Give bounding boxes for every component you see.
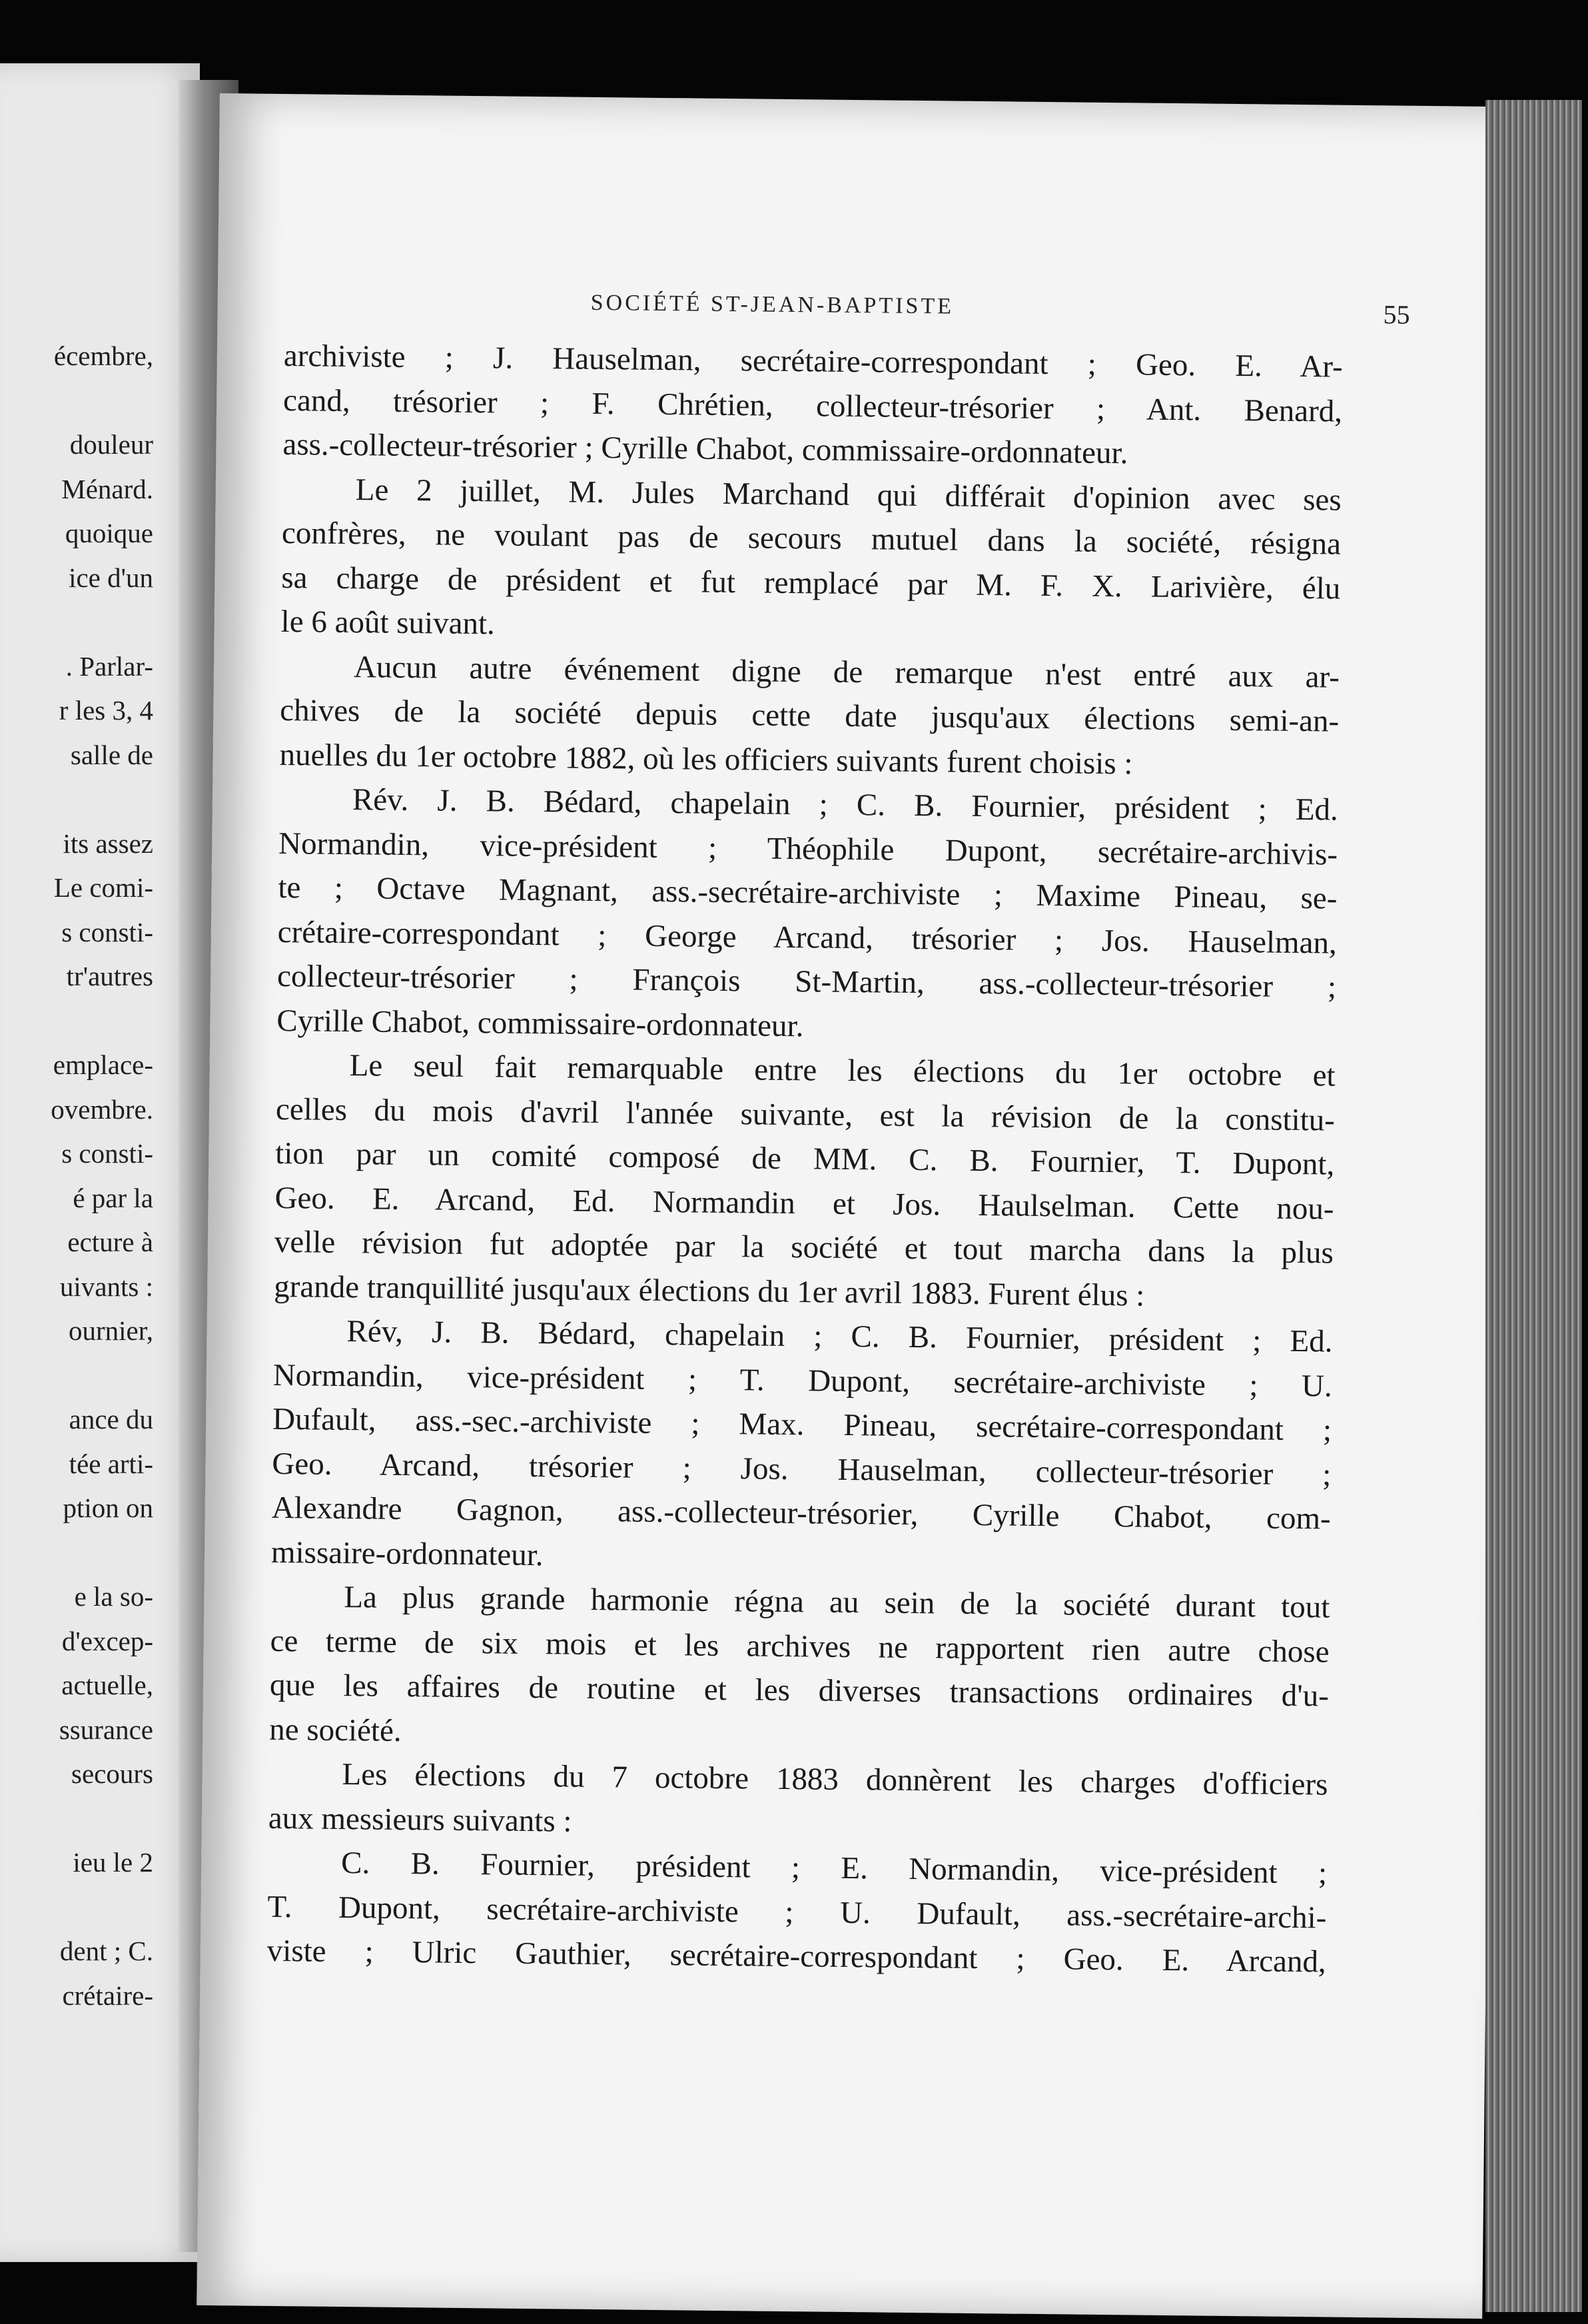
text-line: tion par un comité composé de MM. C. B. Fournier, T. Dupont, [275,1135,1335,1182]
text-line: missaire-ordonnateur. [270,1534,544,1572]
left-page-line: e la so- [74,1581,153,1612]
left-page-line: r les 3, 4 [59,695,153,726]
text-line: le 6 août suivant. [280,604,496,642]
page-body [266,334,1343,1984]
text-line: Cyrille Chabot, commissaire-ordonnateur. [276,1003,804,1043]
text-line: Rév, J. B. Bédard, chapelain ; C. B. Fournier, président ; Ed. [346,1314,1333,1359]
left-page-line: its assez [63,828,153,859]
text-line: Normandin, vice-président ; Théophile Dupont, secrétaire-archivis- [278,826,1338,872]
text-line: crétaire-correspondant ; George Arcand, trésorier ; Jos. Hauselman, [277,914,1338,961]
left-page-line: actuelle, [61,1670,153,1700]
text-line: viste ; Ulric Gauthier, secrétaire-correspondant ; Geo. E. Arcand, [266,1933,1326,1980]
text-line: celles du mois d'avril l'année suivante, est la révision de la constitu- [275,1091,1336,1138]
left-page-line: ssurance [59,1714,153,1745]
text-line: Les élections du 7 octobre 1883 donnèrent les charges d'officiers [342,1757,1328,1802]
text-line: collecteur-trésorier ; François St-Martin, ass.-collecteur-trésorier ; [276,958,1337,1005]
left-page-line: ournier, [68,1315,153,1346]
left-page [0,63,200,2262]
left-page-line: ieu le 2 [73,1847,153,1878]
left-page-line: ance du [69,1404,153,1435]
text-line: aux messieurs suivants : [268,1800,572,1839]
text-line: Dufault, ass.-sec.-archiviste ; Max. Pineau, secrétaire-correspondant ; [272,1401,1332,1448]
left-page-line: secours [71,1758,153,1789]
text-line: que les affaires de routine et les diverses transactions ordinaires d'u- [269,1667,1330,1714]
text-line: Normandin, vice-président ; T. Dupont, secrétaire-archiviste ; U. [272,1357,1333,1404]
left-page-line: tr'autres [66,961,153,991]
left-page-line: salle de [70,739,153,770]
left-page-line: Le comi- [53,872,153,903]
text-line: nuelles du 1er octobre 1882, où les officiers suivants furent choisis : [279,737,1133,781]
text-line: La plus grande harmonie régna au sein de la société durant tout [344,1580,1330,1625]
left-page-line: Ménard. [61,473,153,504]
text-line: C. B. Fournier, président ; E. Normandin, vice-président ; [340,1846,1328,1891]
left-page-line: tée arti- [69,1448,153,1479]
text-line: velle révision fut adoptée par la société et tout marcha dans la plus [274,1224,1334,1271]
text-line: archiviste ; J. Hauselman, secrétaire-correspondant ; Geo. E. Ar- [283,338,1344,384]
page-number: 55 [1383,299,1410,330]
text-line: T. Dupont, secrétaire-archiviste ; U. Dufault, ass.-secrétaire-archi- [267,1889,1327,1936]
left-page-line: crétaire- [62,1980,153,2011]
left-page-line: é par la [73,1182,153,1213]
text-line: chives de la société depuis cette date jusqu'aux élections semi-an- [280,692,1340,739]
text-line: confrères, ne voulant pas de secours mutuel dans la société, résigna [281,516,1342,562]
running-header: SOCIÉTÉ ST-JEAN-BAPTISTE [590,290,955,319]
left-page-line: ice d'un [69,562,153,593]
left-page-line: emplace- [53,1049,153,1080]
right-page [197,93,1505,2319]
left-page-line: quoique [65,518,153,548]
text-line: ass.-collecteur-trésorier ; Cyrille Chabot, commissaire-ordonnateur. [282,427,1128,471]
text-line: Le 2 juillet, M. Jules Marchand qui différait d'opinion avec ses [355,472,1342,518]
text-line: ne société. [269,1712,402,1748]
text-line: grande tranquillité jusqu'aux élections du 1er avril 1883. Furent élus : [273,1269,1145,1313]
text-line: Le seul fait remarquable entre les élections du 1er octobre et [349,1048,1336,1093]
text-line: sa charge de président et fut remplacé par M. F. X. Larivière, élu [281,560,1341,606]
left-page-line: s consti- [61,916,153,947]
text-line: te ; Octave Magnant, ass.-secrétaire-archiviste ; Maxime Pineau, se- [278,870,1338,916]
page-edges [1485,100,1582,2312]
text-line: Aucun autre événement digne de remarque n'est entré aux ar- [353,649,1340,695]
left-page-line: ecture à [67,1227,153,1257]
left-page-line: écembre, [53,340,153,371]
text-line: cand, trésorier ; F. Chrétien, collecteur-trésorier ; Ant. Benard, [282,382,1343,429]
text-line: Geo. Arcand, trésorier ; Jos. Hauselman, collecteur-trésorier ; [272,1446,1332,1492]
left-page-line: ption on [63,1492,153,1523]
left-page-line: d'excep- [61,1625,153,1656]
text-line: Geo. E. Arcand, Ed. Normandin et Jos. Haulselman. Cette nou- [274,1180,1334,1227]
text-line: Alexandre Gagnon, ass.-collecteur-trésorier, Cyrille Chabot, com- [271,1490,1331,1536]
left-page-line: s consti- [61,1138,153,1169]
left-page-line: ovembre. [51,1093,153,1125]
left-page-line: uivants : [59,1271,153,1302]
text-line: Rév. J. B. Bédard, chapelain ; C. B. Fournier, président ; Ed. [352,782,1339,828]
left-page-line: dent ; C. [59,1936,153,1966]
text-line: ce terme de six mois et les archives ne rapportent rien autre chose [270,1623,1330,1670]
left-page-line: douleur [69,429,153,460]
left-page-line: . Parlar- [65,650,153,682]
